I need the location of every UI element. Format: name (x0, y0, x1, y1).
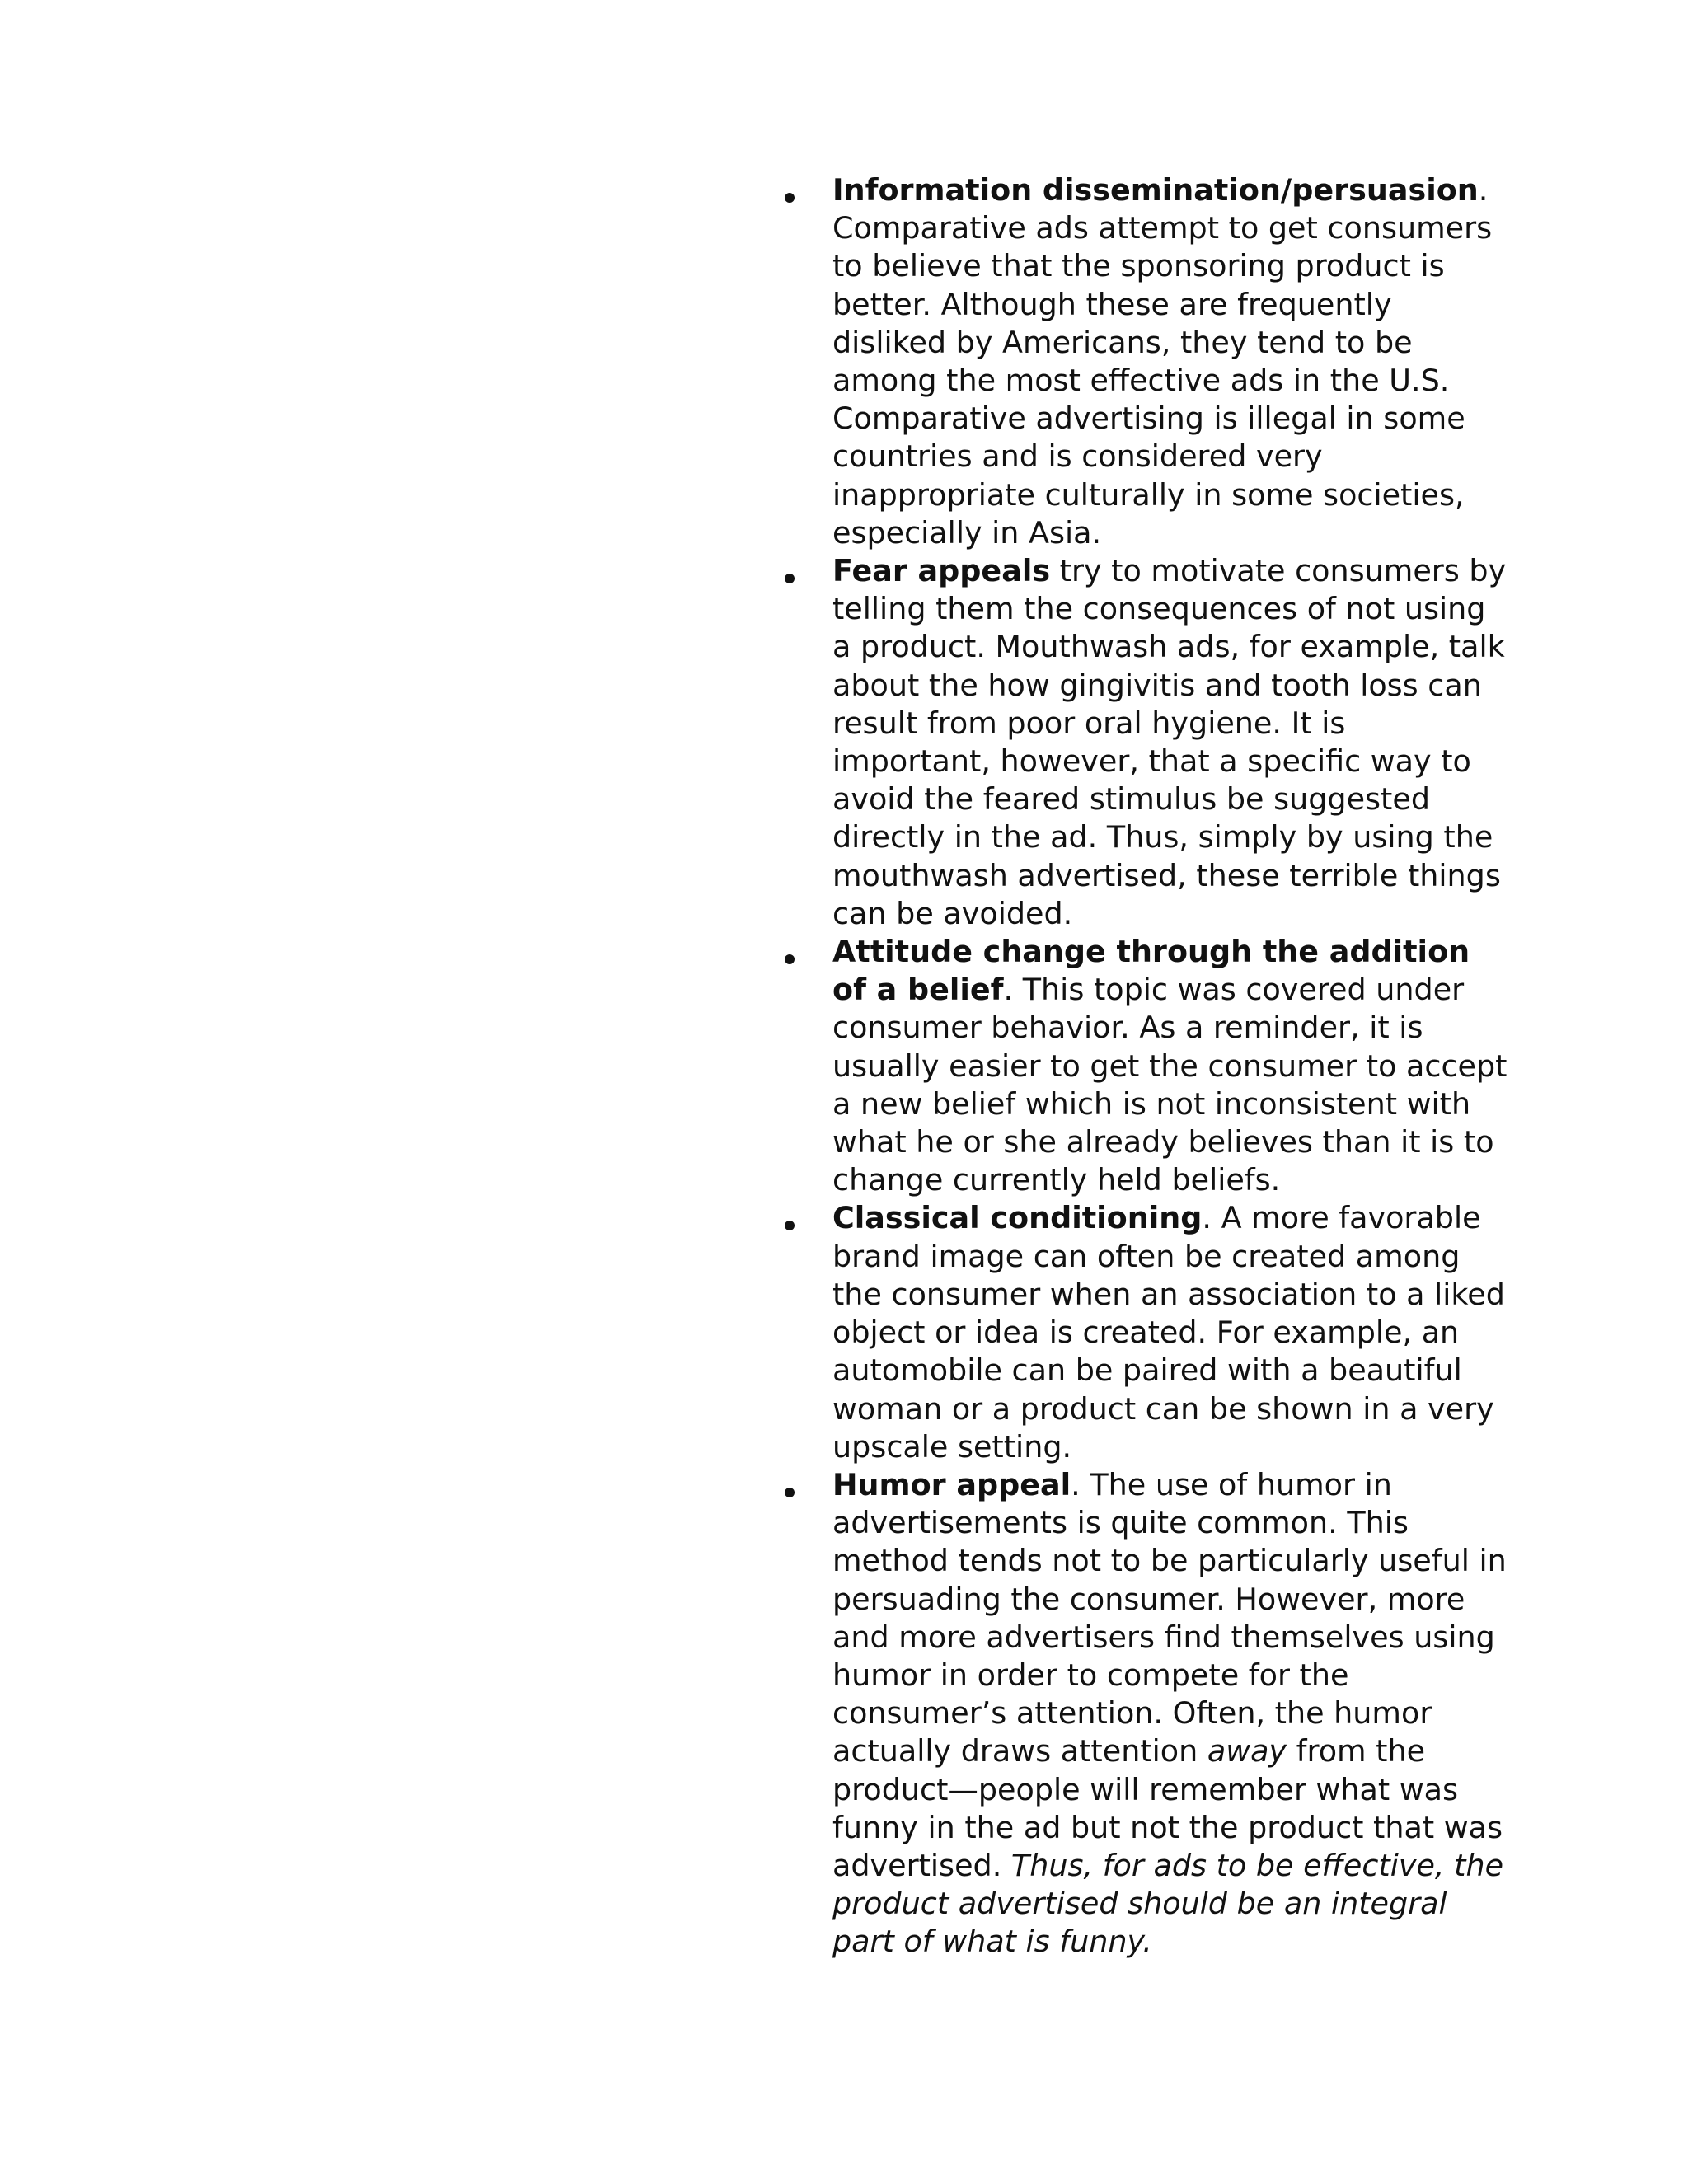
bullet-list (785, 171, 1510, 1961)
list-item-humor-appeal (785, 1466, 1510, 1961)
item-body: try to motivate consumers by telling them the consequences of not using a product. Mouthwash ads, for example, talk about the how gingivitis and tooth loss can result from poor oral hygiene. It is important, however, that a specific way to avoid the feared stimulus be suggested directly in the ad. Thus, simply by using the mouthwash advertised, these terrible things can be avoided. (832, 553, 1507, 931)
bullet-icon (785, 193, 795, 203)
item-closing-emphasis: Thus, for ads to be effective, the product advertised should be an integral part of what is funny. (832, 1847, 1504, 1960)
item-term: Fear appeals (832, 553, 1051, 589)
list-item-information-dissemination (785, 171, 1510, 552)
bullet-icon (785, 1488, 795, 1497)
list-item-text (832, 1199, 1508, 1465)
list-item-classical-conditioning (785, 1199, 1510, 1465)
item-body: . A more favorable brand image can often be created among the consumer when an association to a liked object or idea is created. For example, an automobile can be paired with a beautiful woman or a product can be shown in a very upscale setting. (832, 1200, 1505, 1465)
list-item-attitude-change (785, 933, 1510, 1199)
item-body: . The use of humor in advertisements is quite common. This method tends not to be particularly useful in persuading the consumer. However, more and more advertisers find themselves using humor in order to compete for the consumer’s attention. Often, the humor actually draws attention (832, 1466, 1507, 1769)
item-term: Information dissemination/persuasion (832, 172, 1479, 208)
bullet-icon (785, 954, 795, 964)
item-body: . This topic was covered under consumer behavior. As a reminder, it is usually easier to get the consumer to accept a new belief which is not inconsistent with what he or she already believes than it is to change currently held beliefs. (832, 972, 1507, 1198)
item-term: Classical conditioning (832, 1200, 1203, 1236)
item-body: . Comparative ads attempt to get consumers to believe that the sponsoring product is better. Although these are frequently disliked by Americans, they tend to be among the most effective ads in the U.S. Comparative advertising is illegal in some countries and is considered very inappropriate culturally in some societies, especially in Asia. (832, 172, 1493, 551)
item-body-continued: from the product—people will remember what was funny in the ad but not the product that was advertised. (832, 1733, 1503, 1883)
list-item-text (832, 933, 1508, 1199)
item-term: Attitude change through the addition of a belief (832, 934, 1470, 1008)
bullet-icon (785, 574, 795, 583)
list-item-text (832, 171, 1508, 552)
list-item-text (832, 552, 1508, 933)
bullet-icon (785, 1221, 795, 1230)
item-emphasis: away (1207, 1733, 1287, 1769)
list-item-fear-appeals (785, 552, 1510, 933)
list-item-text (832, 1466, 1508, 1961)
item-term: Humor appeal (832, 1466, 1071, 1502)
